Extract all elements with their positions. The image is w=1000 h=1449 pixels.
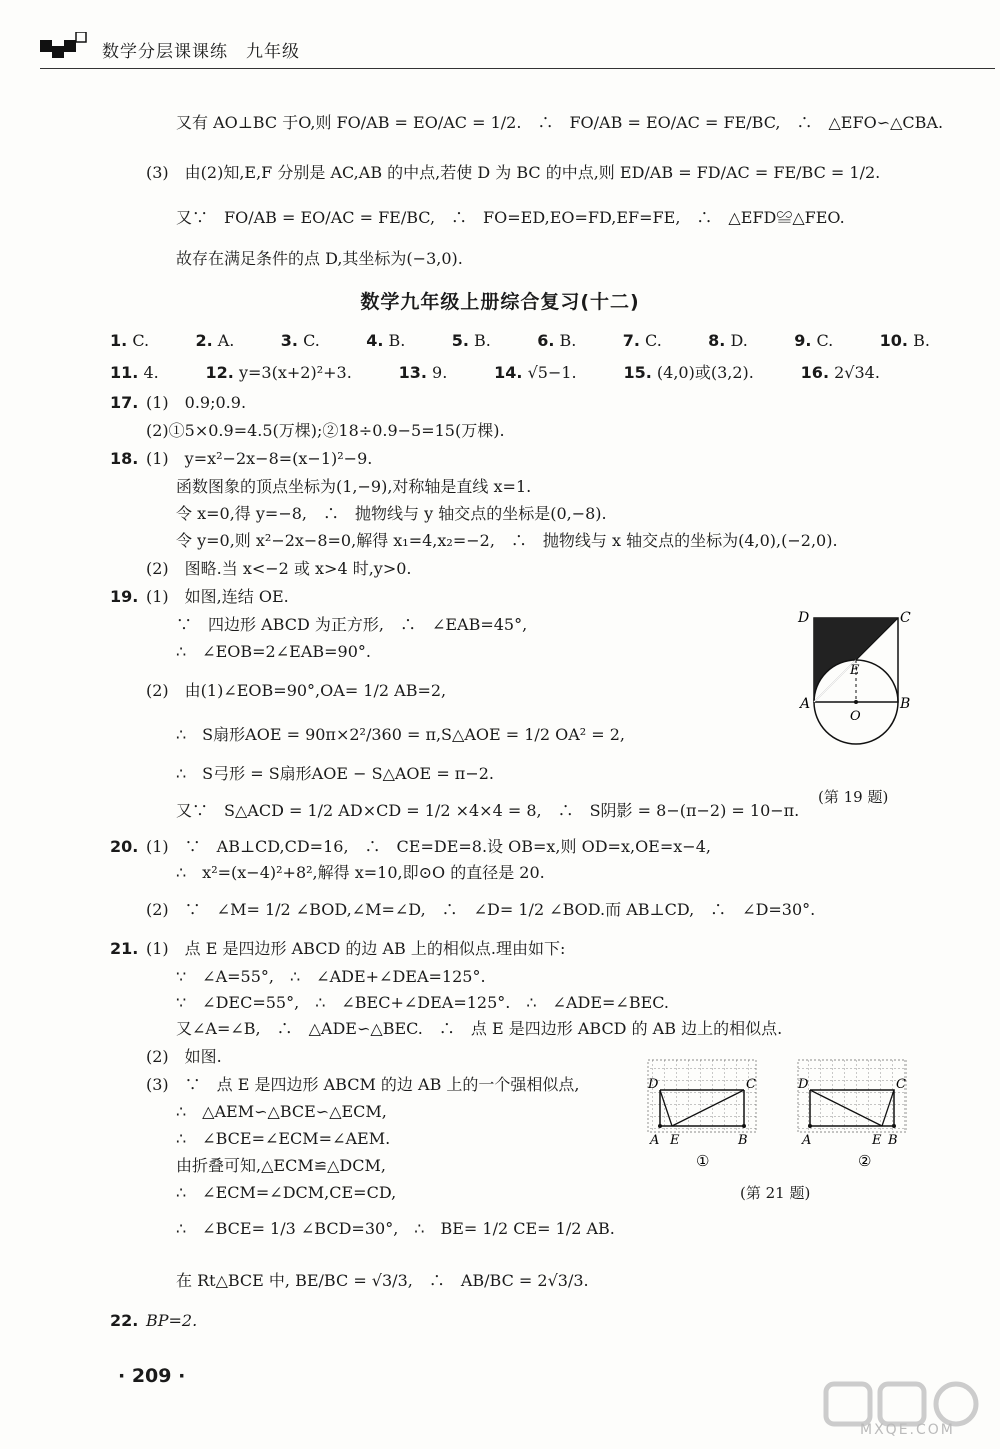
q18-line-4: 令 y=0,则 x²−2x−8=0,解得 x₁=4,x₂=−2, ∴ 抛物线与 x 轴交点的坐标为(4,0),(−2,0).	[176, 531, 838, 550]
q21-line-10: ∴ ∠ECM=∠DCM,CE=CD,	[176, 1183, 397, 1202]
figure-21-caption: (第 21 题)	[740, 1184, 811, 1202]
continuation-line-2: (3) 由(2)知,E,F 分别是 AC,AB 的中点,若使 D 为 BC 的中点,则 ED/AB = FD/AC = FE/BC = 1/2.	[146, 163, 881, 182]
question-number: 17.	[110, 393, 139, 412]
answer-item: 8. D.	[708, 331, 748, 350]
q21-line-1: (1) 点 E 是四边形 ABCD 的边 AB 上的相似点.理由如下:	[146, 939, 566, 958]
figure-19-diagram	[796, 608, 916, 778]
svg-text:A: A	[802, 1133, 812, 1148]
question-number: 20.	[110, 837, 139, 856]
continuation-line-1: 又有 AO⊥BC 于O,则 FO/AB = EO/AC = 1/2. ∴ FO/AB = EO/AC = FE/BC, ∴ △EFO∽△CBA.	[176, 113, 944, 132]
q19-line-7: 又∵ S△ACD = 1/2 AD×CD = 1/2 ×4×4 = 8, ∴ S阴影 = 8−(π−2) = 10−π.	[176, 801, 800, 820]
q19-line-5: ∴ S扇形AOE = 90π×2²/360 = π,S△AOE = 1/2 OA² = 2,	[176, 725, 626, 744]
q21-line-3: ∵ ∠DEC=55°, ∴ ∠BEC+∠DEA=125°. ∴ ∠ADE=∠BEC.	[176, 993, 670, 1012]
question-number: 19.	[110, 587, 139, 606]
mc-answers-row	[110, 330, 930, 352]
answer-item: 2. A.	[195, 331, 235, 350]
q21-line-7: ∴ △AEM∽△BCE∽△ECM,	[176, 1102, 387, 1121]
book-logo-icon	[40, 32, 88, 62]
answer-item: 3. C.	[280, 331, 320, 350]
label-e: E	[850, 663, 860, 678]
question-number: 22.	[110, 1311, 139, 1330]
q20-line-1: (1) ∵ AB⊥CD,CD=16, ∴ CE=DE=8.设 OB=x,则 OD=x,OE=x−4,	[146, 837, 711, 856]
section-title: 数学九年级上册综合复习(十二)	[360, 291, 640, 313]
grid-2	[798, 1060, 906, 1132]
continuation-line-4: 故存在满足条件的点 D,其坐标为(−3,0).	[176, 249, 463, 268]
q21-line-11: ∴ ∠BCE= 1/3 ∠BCD=30°, ∴ BE= 1/2 CE= 1/2 AB.	[176, 1219, 615, 1238]
q18-line-1: (1) y=x²−2x−8=(x−1)²−9.	[146, 449, 373, 468]
q19-line-2: ∵ 四边形 ABCD 为正方形, ∴ ∠EAB=45°,	[176, 615, 528, 634]
answer-item: 7. C.	[622, 331, 662, 350]
label-c: C	[900, 610, 911, 626]
fig-2-label: ②	[858, 1152, 872, 1170]
figure-19-caption: (第 19 题)	[818, 788, 889, 806]
svg-text:E: E	[670, 1133, 680, 1148]
question-number: 21.	[110, 939, 139, 958]
answer-item: 12. y=3(x+2)²+3.	[205, 363, 352, 382]
svg-text:C: C	[896, 1077, 906, 1092]
svg-text:D: D	[648, 1077, 659, 1092]
page-header	[40, 30, 995, 64]
svg-text:E: E	[872, 1133, 882, 1148]
answer-item: 15. (4,0)或(3,2).	[623, 363, 754, 382]
q19-line-4: (2) 由(1)∠EOB=90°,OA= 1/2 AB=2,	[146, 681, 447, 700]
q21-line-2: ∵ ∠A=55°, ∴ ∠ADE+∠DEA=125°.	[176, 967, 486, 986]
label-o: O	[850, 709, 861, 724]
label-b: B	[900, 696, 911, 712]
fill-answers-row	[110, 362, 880, 384]
q18-line-5: (2) 图略.当 x<−2 或 x>4 时,y>0.	[146, 559, 412, 578]
q21-line-5: (2) 如图.	[146, 1047, 222, 1066]
fig-1-label: ①	[696, 1152, 710, 1170]
q18-line-3: 令 x=0,得 y=−8, ∴ 抛物线与 y 轴交点的坐标是(0,−8).	[176, 504, 607, 523]
answer-item: 16. 2√34.	[800, 363, 880, 382]
svg-text:D: D	[798, 1077, 809, 1092]
q17-line-1: (1) 0.9;0.9.	[146, 393, 247, 412]
header-rule	[40, 68, 995, 69]
answer-item: 4. B.	[366, 331, 406, 350]
question-number: 18.	[110, 449, 139, 468]
answer-item: 5. B.	[451, 331, 491, 350]
header-title: 数学分层课课练 九年级	[102, 42, 300, 62]
q20-line-3: (2) ∵ ∠M= 1/2 ∠BOD,∠M=∠D, ∴ ∠D= 1/2 ∠BOD.而 AB⊥CD, ∴ ∠D=30°.	[146, 900, 816, 919]
label-a: A	[800, 696, 811, 712]
answer-item: 6. B.	[537, 331, 577, 350]
svg-text:B: B	[738, 1133, 748, 1148]
q20-line-2: ∴ x²=(x−4)²+8²,解得 x=10,即⊙O 的直径是 20.	[176, 863, 545, 882]
answer-item: 11. 4.	[110, 363, 159, 382]
q18-line-2: 函数图象的顶点坐标为(1,−9),对称轴是直线 x=1.	[176, 477, 532, 496]
q19-line-1: (1) 如图,连结 OE.	[146, 587, 289, 606]
page-number: · 209 ·	[118, 1365, 186, 1387]
svg-text:A: A	[650, 1133, 660, 1148]
grid-1	[648, 1060, 756, 1132]
watermark-text: MXQE.COM	[860, 1422, 955, 1438]
continuation-line-3: 又∵ FO/AB = EO/AC = FE/BC, ∴ FO=ED,EO=FD,EF=FE, ∴ △EFD≌△FEO.	[176, 208, 845, 227]
svg-text:B: B	[888, 1133, 898, 1148]
q21-line-8: ∴ ∠BCE=∠ECM=∠AEM.	[176, 1129, 391, 1148]
q19-line-6: ∴ S弓形 = S扇形AOE − S△AOE = π−2.	[176, 764, 494, 783]
q19-line-3: ∴ ∠EOB=2∠EAB=90°.	[176, 642, 371, 661]
q17-line-2: (2)①5×0.9=4.5(万棵);②18÷0.9−5=15(万棵).	[146, 421, 505, 440]
figure-21-diagram	[640, 1056, 930, 1176]
q21-line-6: (3) ∵ 点 E 是四边形 ABCM 的边 AB 上的一个强相似点,	[146, 1075, 580, 1094]
answer-item: 14. √5−1.	[494, 363, 577, 382]
svg-text:C: C	[746, 1077, 756, 1092]
answer-item: 10. B.	[879, 331, 930, 350]
q21-line-9: 由折叠可知,△ECM≌△DCM,	[176, 1156, 386, 1175]
q21-line-4: 又∠A=∠B, ∴ △ADE∽△BEC. ∴ 点 E 是四边形 ABCD 的 AB 边上的相似点.	[176, 1019, 783, 1038]
answer-item: 13. 9.	[398, 363, 448, 382]
answer-item: 1. C.	[110, 331, 150, 350]
label-d: D	[798, 610, 810, 626]
q21-line-12: 在 Rt△BCE 中, BE/BC = √3/3, ∴ AB/BC = 2√3/3.	[176, 1271, 589, 1290]
q22-answer: BP=2.	[146, 1311, 198, 1330]
answer-item: 9. C.	[794, 331, 834, 350]
